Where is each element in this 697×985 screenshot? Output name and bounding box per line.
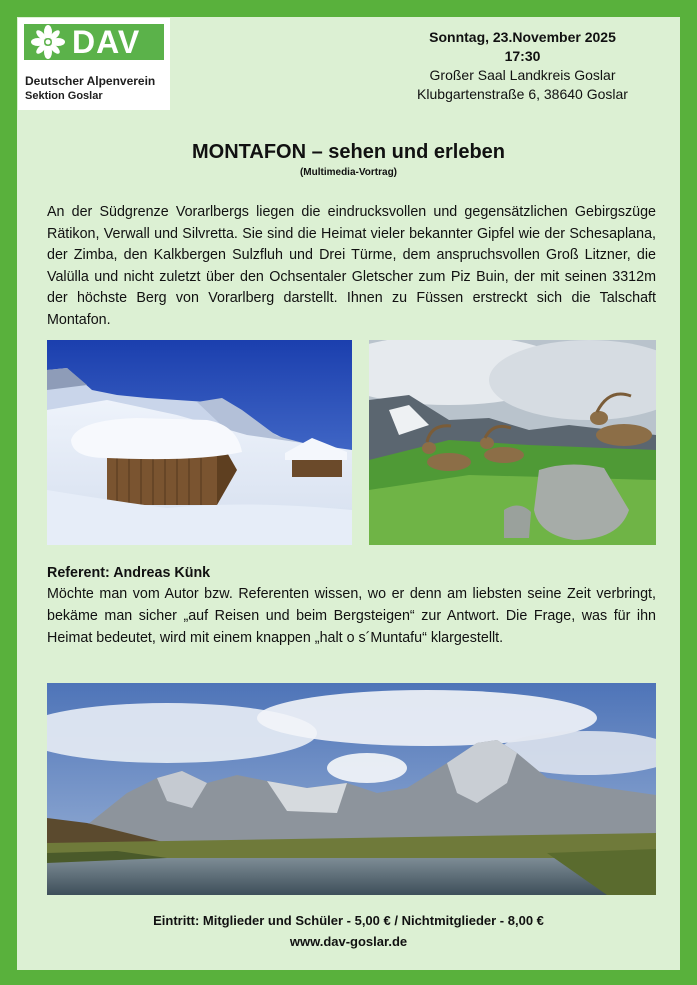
- logo-section: Sektion Goslar: [25, 90, 103, 102]
- logo-brand: DAV: [72, 24, 141, 60]
- website-link[interactable]: www.dav-goslar.de: [289, 934, 408, 949]
- event-date: Sonntag, 23.November 2025: [429, 29, 616, 45]
- logo-badge: [24, 24, 164, 60]
- photo-mountain-lake: [47, 683, 656, 895]
- referent-bio: Möchte man vom Autor bzw. Referenten wissen, wo er denn am liebsten seine Zeit verbringt, bekäme man sicher „auf Reisen und beim Bergsteigen“ zur Antwort. Die Frage, was für ihn Heimat bedeutet, wird mit einem knappen „halt o s´Muntafu“ klargestellt.: [47, 586, 656, 646]
- logo-name: Deutscher Alpenverein: [25, 74, 156, 88]
- dav-logo: [18, 18, 170, 110]
- page-subtitle: (Multimedia-Vortrag): [299, 167, 398, 178]
- admission-prices: Eintritt: Mitglieder und Schüler - 5,00 € / Nichtmitglieder - 8,00 €: [153, 913, 544, 928]
- event-time: 17:30: [504, 48, 541, 64]
- photo-snow-hut: [47, 340, 352, 545]
- edelweiss-icon: [28, 24, 68, 60]
- intro-text: An der Südgrenze Vorarlbergs liegen die eindrucksvollen und gegensätzlichen Gebirgszüge Rätikon, Verwall und Silvretta. Sie sind die Heimat vieler bekannter Gipfel wie der Schesaplana, der Zimba, den Kalkbergen Sulzfluh und Drei Türme, dem anspruchsvollen Groß Litzner, die Valülla und nicht zuletzt über den Ochsentaler Gletscher zum Piz Buin, der mit seinen 3312m der höchste Berg von Vorarlberg darstellt. Ihnen zu Füssen erstreckt sich die Talschaft Montafon.: [47, 204, 656, 328]
- referent-name: Referent: Andreas Künk: [47, 565, 211, 581]
- page-title: MONTAFON – sehen und erleben: [192, 141, 505, 163]
- photo-ibex: [369, 340, 656, 545]
- event-info: [385, 28, 660, 104]
- event-venue: Großer Saal Landkreis Goslar: [429, 67, 616, 83]
- event-address: Klubgartenstraße 6, 38640 Goslar: [417, 86, 628, 102]
